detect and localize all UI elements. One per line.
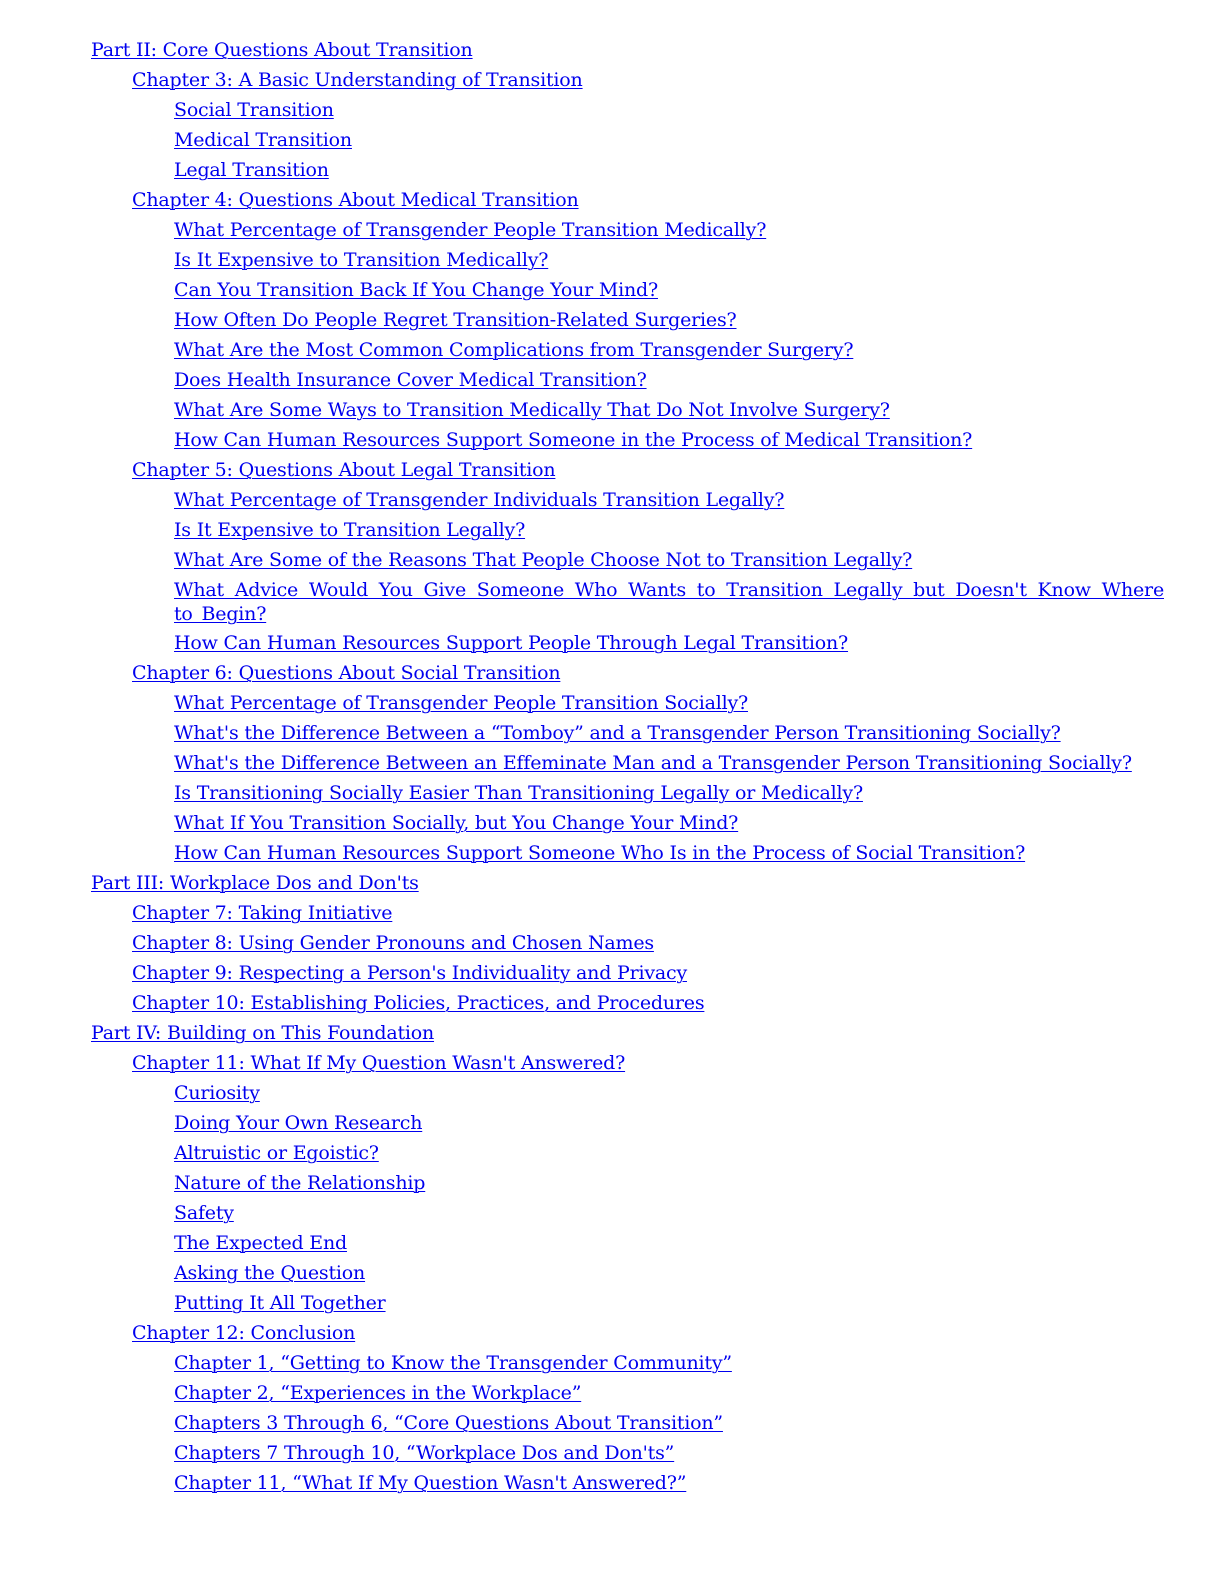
toc-chapter-link[interactable]: Chapter 7: Taking Initiative [132, 902, 393, 924]
toc-section-link[interactable]: What Advice Would You Give Someone Who Wants to Transition Legally but Doesn't Know Where to Begin? [174, 579, 1164, 625]
toc-section-link[interactable]: What Percentage of Transgender People Transition Socially? [174, 692, 748, 714]
toc-chapter-link[interactable]: Chapter 11: What If My Question Wasn't Answered? [132, 1052, 626, 1074]
toc-chapter-link[interactable]: Chapter 9: Respecting a Person's Individuality and Privacy [132, 962, 687, 984]
toc-chapter-link[interactable]: Chapter 10: Establishing Policies, Practices, and Procedures [132, 992, 705, 1014]
toc-section-link[interactable]: Does Health Insurance Cover Medical Transition? [174, 369, 647, 391]
toc-section-link[interactable]: Doing Your Own Research [174, 1112, 423, 1134]
toc-section-link[interactable]: What Are Some Ways to Transition Medically That Do Not Involve Surgery? [174, 399, 890, 421]
toc-section-link[interactable]: What Are Some of the Reasons That People Choose Not to Transition Legally? [174, 549, 913, 571]
toc-section-link[interactable]: Altruistic or Egoistic? [174, 1142, 379, 1164]
toc-section-link[interactable]: What's the Difference Between a “Tomboy” and a Transgender Person Transitioning Socially? [174, 722, 1061, 744]
toc-part-link[interactable]: Part II: Core Questions About Transition [91, 39, 473, 61]
toc-section-link[interactable]: Chapter 2, “Experiences in the Workplace” [174, 1382, 582, 1404]
toc-chapter-link[interactable]: Chapter 12: Conclusion [132, 1322, 356, 1344]
toc-section-link[interactable]: How Often Do People Regret Transition-Related Surgeries? [174, 309, 737, 331]
toc-section-link[interactable]: Medical Transition [174, 129, 352, 151]
toc-section-link[interactable]: What's the Difference Between an Effeminate Man and a Transgender Person Transitioning Socially? [174, 752, 1132, 774]
toc-section-link[interactable]: Is Transitioning Socially Easier Than Transitioning Legally or Medically? [174, 782, 863, 804]
toc-section-link[interactable]: Chapters 7 Through 10, “Workplace Dos and Don'ts” [174, 1442, 675, 1464]
toc-chapter-link[interactable]: Chapter 5: Questions About Legal Transition [132, 459, 556, 481]
toc-section-link[interactable]: How Can Human Resources Support Someone Who Is in the Process of Social Transition? [174, 842, 1026, 864]
toc-section-link[interactable]: Can You Transition Back If You Change Your Mind? [174, 279, 658, 301]
toc-section-link[interactable]: How Can Human Resources Support People Through Legal Transition? [174, 632, 849, 654]
toc-chapter-link[interactable]: Chapter 3: A Basic Understanding of Transition [132, 69, 583, 91]
toc-section-link[interactable]: What Percentage of Transgender People Transition Medically? [174, 219, 767, 241]
toc-section-link[interactable]: Is It Expensive to Transition Medically? [174, 249, 549, 271]
toc-section-link[interactable]: Legal Transition [174, 159, 329, 181]
toc-section-link[interactable]: Social Transition [174, 99, 334, 121]
toc-section-link[interactable]: What Are the Most Common Complications from Transgender Surgery? [174, 339, 854, 361]
toc-section-link[interactable]: Chapter 1, “Getting to Know the Transgender Community” [174, 1352, 732, 1374]
toc-section-link[interactable]: Asking the Question [174, 1262, 366, 1284]
toc-section-link[interactable]: Curiosity [174, 1082, 260, 1104]
toc-section-link[interactable]: Chapters 3 Through 6, “Core Questions About Transition” [174, 1412, 723, 1434]
toc-section-link[interactable]: Putting It All Together [174, 1292, 386, 1314]
toc-chapter-link[interactable]: Chapter 8: Using Gender Pronouns and Chosen Names [132, 932, 654, 954]
table-of-contents [91, 38, 1164, 1495]
toc-section-link[interactable]: What Percentage of Transgender Individuals Transition Legally? [174, 489, 785, 511]
toc-section-link[interactable]: The Expected End [174, 1232, 347, 1254]
toc-chapter-link[interactable]: Chapter 6: Questions About Social Transition [132, 662, 561, 684]
toc-section-link[interactable]: What If You Transition Socially, but You Change Your Mind? [174, 812, 739, 834]
toc-chapter-link[interactable]: Chapter 4: Questions About Medical Transition [132, 189, 579, 211]
toc-section-link[interactable]: Chapter 11, “What If My Question Wasn't Answered?” [174, 1472, 687, 1494]
toc-part-link[interactable]: Part IV: Building on This Foundation [91, 1022, 435, 1044]
toc-section-link[interactable]: Is It Expensive to Transition Legally? [174, 519, 526, 541]
toc-section-link[interactable]: Safety [174, 1202, 234, 1224]
toc-section-link[interactable]: Nature of the Relationship [174, 1172, 426, 1194]
toc-part-link[interactable]: Part III: Workplace Dos and Don'ts [91, 872, 419, 894]
toc-section-link[interactable]: How Can Human Resources Support Someone in the Process of Medical Transition? [174, 429, 973, 451]
